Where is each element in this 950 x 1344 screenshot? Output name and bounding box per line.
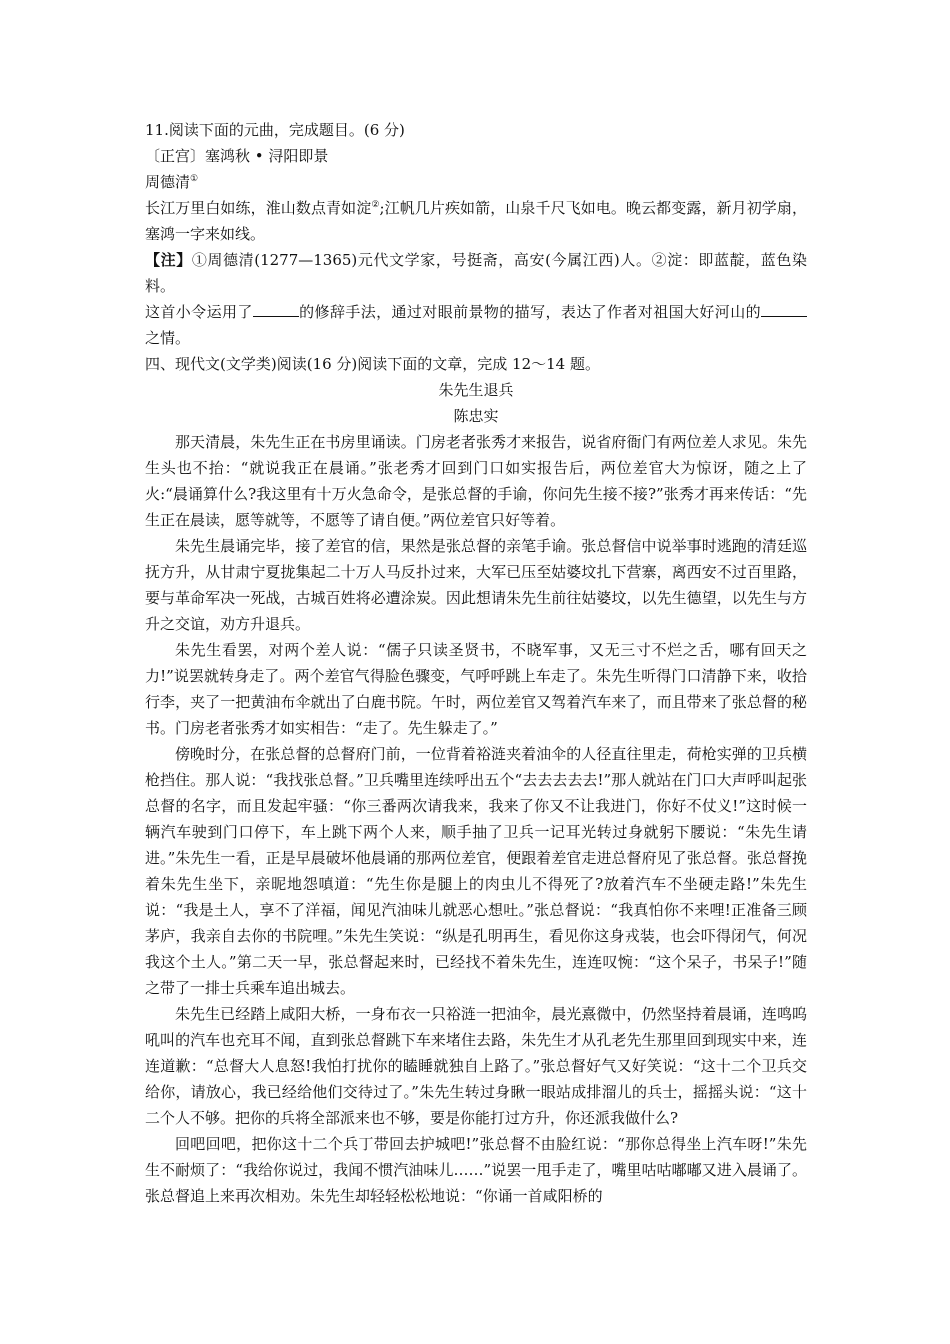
question-11-prompt: [145, 299, 807, 351]
poem-author-name: 周德清: [145, 173, 191, 191]
article-paragraph: 朱先生晨诵完毕，接了差官的信，果然是张总督的亲笔手谕。张总督信中说举事时逃跑的清廷巡抚方升，从甘肃宁夏拢集起二十万人马反扑过来，大军已压至姑婆坟扎下营寨，离西安不过百里路，要与革命军决一死战，古城百姓将必遭涂炭。因此想请朱先生前往姑婆坟，以先生德望，以先生与方升之交谊，劝方升退兵。: [145, 537, 807, 633]
article-paragraph: 朱先生看罢，对两个差人说：“儒子只读圣贤书，不晓军事，又无三寸不烂之舌，哪有回天之力!”说罢就转身走了。两个差官气得脸色骤变，气呼呼跳上车走了。朱先生听得门口清静下来，收拾行李，夹了一把黄油布伞就出了白鹿书院。午时，两位差官又驾着汽车来了，而且带来了张总督的秘书。门房老者张秀才如实相告：“走了。先生躲走了。”: [145, 641, 807, 737]
article-paragraph: 傍晚时分，在张总督的总督府门前，一位背着裕涟夹着油伞的人径直往里走，荷枪实弹的卫兵横枪挡住。那人说：“我找张总督。”卫兵嘴里连续呼出五个“去去去去去!”那人就站在门口大声呼叫起张总督的名字，而且发起牢骚：“你三番两次请我来，我来了你又不让我进门，你好不仗义!”这时候一辆汽车驶到门口停下，车上跳下两个人来，顺手抽了卫兵一记耳光转过身就躬下腰说：“朱先生请进。”朱先生一看，正是早晨破坏他晨诵的那两位差官，便跟着差官走进总督府见了张总督。张总督挽着朱先生坐下，亲昵地怨嗔道：“先生你是腿上的肉虫儿不得死了?放着汽车不坐硬走路!”朱先生说：“我是土人，享不了洋福，闻见汽油味儿就恶心想吐。”张总督说：“我真怕你不来哩!正准备三顾茅庐，我亲自去你的书院哩。”朱先生笑说：“纵是孔明再生，看见你这身戎装，也会吓得闭气，何况我这个土人。”第二天一早，张总督起来时，已经找不着朱先生，连连叹惋：“这个呆子，书呆子!”随之带了一排士兵乘车追出城去。: [145, 745, 807, 997]
poem-text-part1: 长江万里白如练，淮山数点青如淀: [145, 199, 372, 217]
poem-text-part2: ;江帆几片疾如箭，山泉千尺飞如电。晚云都变露，新月初学扇，塞鸿一字来如线。: [145, 199, 807, 243]
poem-title: 〔正宫〕塞鸿秋 • 浔阳即景: [145, 147, 329, 165]
question-text-part3: 之情。: [145, 329, 191, 347]
answer-blank-1[interactable]: [253, 300, 299, 317]
poem-note: [145, 247, 807, 299]
question-text-part1: 这首小令运用了: [145, 303, 253, 321]
poem-text: [145, 195, 807, 247]
article-paragraph: 那天清晨，朱先生正在书房里诵读。门房老者张秀才来报告，说省府衙门有两位差人求见。朱先生头也不抬：“就说我正在晨诵。”张老秀才回到门口如实报告后，两位差官大为惊讶，随之上了火:“晨诵算什么?我这里有十万火急命令，是张总督的手谕，你问先生接不接?”张秀才再来传话：“先生正在晨读，愿等就等，不愿等了请自便。”两位差官只好等着。: [145, 433, 807, 529]
section-4-heading: 四、现代文(文学类)阅读(16 分)阅读下面的文章，完成 12～14 题。: [145, 355, 600, 373]
article-title: 朱先生退兵: [438, 381, 514, 399]
answer-blank-2[interactable]: [761, 300, 807, 317]
question-text-part2: 的修辞手法，通过对眼前景物的描写，表达了作者对祖国大好河山的: [298, 303, 761, 321]
footnote-mark-1: ①: [190, 174, 199, 184]
note-label: 【注】: [145, 251, 192, 269]
question-11-heading: 11.阅读下面的元曲，完成题目。(6 分): [145, 121, 405, 139]
document-page: [145, 117, 807, 1209]
article-paragraph: 朱先生已经踏上咸阳大桥，一身布衣一只裕涟一把油伞，晨光熹微中，仍然坚持着晨诵，连鸣呜吼叫的汽车也充耳不闻，直到张总督跳下车来堵住去路，朱先生才从孔老先生那里回到现实中来，连连道歉：“总督大人息怒!我怕打扰你的瞌睡就独自上路了。”张总督好气又好笑说：“这十二个卫兵交给你，请放心，我已经给他们交待过了。”朱先生转过身瞅一眼站成排溜儿的兵士，摇摇头说：“这十二个人不够。把你的兵将全部派来也不够，要是你能打过方升，你还派我做什么?: [145, 1005, 807, 1127]
article-author: 陈忠实: [453, 407, 499, 425]
poem-author: [145, 169, 807, 195]
footnote-mark-2: ②: [371, 200, 380, 210]
note-text: ①周德清(1277—1365)元代文学家，号挺斋，高安(今属江西)人。②淀：即蓝靛，蓝色染料。: [145, 251, 807, 295]
article-paragraph: 回吧回吧，把你这十二个兵丁带回去护城吧!”张总督不由脸红说：“那你总得坐上汽车呀!”朱先生不耐烦了：“我给你说过，我闻不惯汽油味儿……”说罢一甩手走了，嘴里咕咕嘟嘟又进入晨诵了。张总督追上来再次相劝。朱先生却轻轻松松地说：“你诵一首咸阳桥的: [145, 1135, 807, 1205]
